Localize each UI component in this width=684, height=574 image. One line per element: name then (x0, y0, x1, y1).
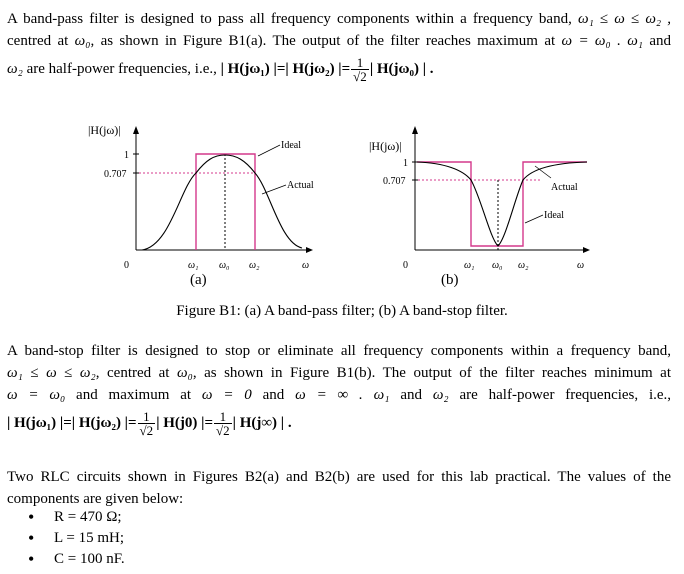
intro-paragraph (7, 8, 671, 83)
bandstop-ideal-label: Ideal (544, 210, 564, 221)
bandpass-x-arrow (306, 247, 313, 253)
intro-fraction: $\frac{1}{√2}$ (353, 55, 367, 84)
bandpass-y707-label: 0.707 (104, 169, 127, 180)
bandstop-line-3: ω = ω₀ and maximum at ω = 0 and ω = ∞ . ω₁ and ω₂ are half-power frequencies, i.e., (7, 387, 672, 403)
rlc-text: Two RLC circuits shown in Figures B2(a) and B2(b) are used for this lab practical. The values of the components are given below: (7, 469, 671, 507)
bandstop-y-arrow (412, 126, 418, 134)
bandstop-line-4: | H(jω₁) |=| H(jω₂) |= $\frac{1}{√2}$ | H(j0) |= $\frac{1}{√2}$ | H(j∞) | . (7, 409, 292, 438)
bandstop-ylabel: |H(jω)| (369, 139, 402, 153)
bandpass-w2-label: ω₂ (249, 260, 260, 271)
intro-line-1: A band-pass filter is designed to pass all frequency components within a frequency band, ω₁ ≤ ω ≤ ω₂ , (7, 11, 672, 27)
bandstop-ideal-pointer (525, 215, 543, 223)
figure-caption: Figure B1: (a) A band-pass filter; (b) A band-stop filter. (176, 303, 508, 319)
subfigure-a-label: (a) (190, 272, 207, 288)
bandstop-origin-label: 0 (403, 260, 408, 271)
component-capacitor: • C = 100 nF. (24, 549, 125, 570)
bandstop-figure (365, 118, 605, 278)
bandstop-w1-label: ω₁ (464, 260, 475, 271)
bandpass-actual-curve (142, 155, 302, 250)
bandpass-y1-label: 1 (124, 150, 129, 161)
bandstop-fraction-1: $\frac{1}{√2}$ (139, 409, 154, 438)
bandpass-actual-label: Actual (287, 180, 314, 191)
bandpass-origin-label: 0 (124, 260, 129, 271)
bandstop-xend-label: ω (577, 260, 585, 271)
bandstop-line-2: ω₁ ≤ ω ≤ ω₂, centred at ω₀, as shown in Figure B1(b). The output of the filter reaches minimum at (7, 365, 671, 381)
bandstop-w2-label: ω₂ (518, 260, 529, 271)
component-resistor: • R = 470 Ω; (24, 507, 125, 528)
bandpass-ylabel: |H(jω)| (88, 123, 121, 137)
subfigure-b-label: (b) (441, 272, 459, 288)
component-inductor: • L = 15 mH; (24, 528, 125, 549)
intro-line-3: ω₂ are half-power frequencies, i.e., | H(jω₁) |=| H(jω₂) |= $\frac{1}{√2}$ | H(jω₀) | . (7, 55, 434, 84)
intro-line-2: centred at ω₀, as shown in Figure B1(a). The output of the filter reaches maximum at ω = ω₀ . ω₁ and (7, 33, 672, 49)
bandstop-ideal-curve (417, 162, 587, 246)
rlc-paragraph (7, 466, 671, 510)
bandpass-y-arrow (133, 126, 139, 134)
bandstop-y1-label: 1 (403, 158, 408, 169)
bandstop-y707-label: 0.707 (383, 176, 406, 187)
bandpass-ideal-label: Ideal (281, 140, 301, 151)
bandpass-actual-pointer (262, 185, 286, 194)
bandstop-line-1: A band-stop filter is designed to stop or eliminate all frequency components within a frequency band, (7, 343, 671, 359)
bandpass-ideal-pointer (258, 145, 280, 156)
bandstop-actual-label: Actual (551, 182, 578, 193)
bandstop-x-arrow (583, 247, 590, 253)
bandstop-paragraph (7, 340, 671, 437)
bandpass-w0-label: ω₀ (219, 260, 230, 271)
bandpass-xend-label: ω (302, 260, 310, 271)
bandpass-figure (80, 118, 330, 278)
bandstop-w0-label: ω₀ (492, 260, 503, 271)
bandpass-w1-label: ω₁ (188, 260, 199, 271)
component-list (24, 507, 125, 570)
bandstop-fraction-2: $\frac{1}{√2}$ (216, 409, 230, 438)
bandstop-actual-curve (417, 162, 587, 246)
